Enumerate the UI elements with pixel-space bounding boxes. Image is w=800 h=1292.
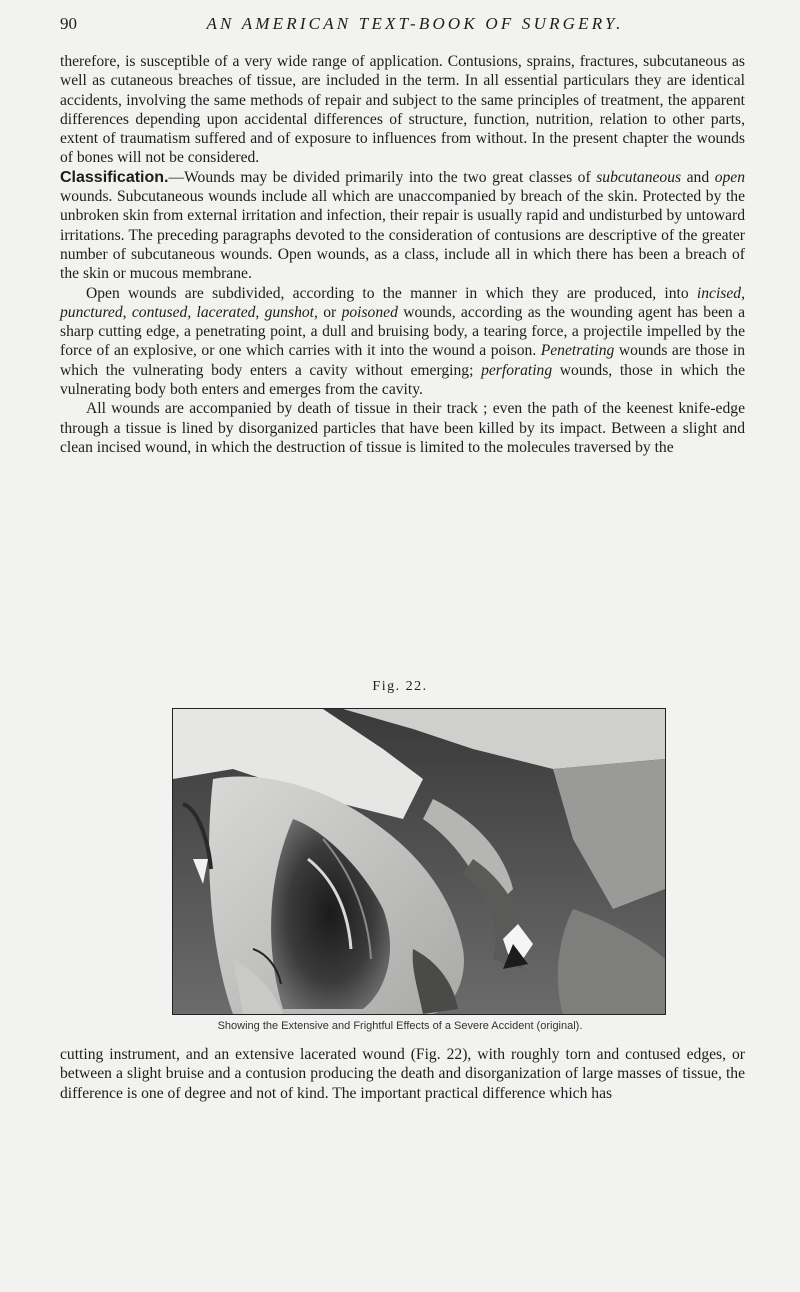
page-number: 90 (60, 14, 77, 33)
paragraph (60, 284, 745, 400)
text-run: therefore, is susceptible of a very wide range of application. Contusions, sprains, fractures, subcutaneous as well as cutaneous breaches of tissue, are included in the term. In all essential particulars they are identical accidents, involving the same methods of repair and subject to the same principles of treatment, the apparent differences depending upon accidental differences of structure, function, nutrition, relation to other parts, extent of traumatism suffered and of exposure to influences from without. In the present chapter the wounds of bones will not be considered. (60, 53, 745, 167)
text-run: or (317, 303, 342, 321)
continuation-text (60, 1045, 745, 1103)
italic-term: poisoned (341, 303, 398, 321)
paragraph (60, 399, 745, 457)
text-run: wounds, those in which the vulnerating body both enters and emerges from the cavity. (60, 361, 745, 399)
text-run: wounds. Subcutaneous wounds include all which are unaccompanied by breach of the skin. Protected by the unbroken skin from external irritation and infection, their repair is usually rapid and undisturbed by untoward irritations. The preceding paragraphs devoted to the consideration of contusions are descriptive of the greater number of subcutaneous wounds. Open wounds, as a class, include all in which there has been a breach of the skin or mucous membrane. (60, 188, 745, 283)
running-title: AN AMERICAN TEXT-BOOK OF SURGERY. (206, 14, 624, 33)
text-run: and (681, 168, 715, 186)
text-run: Open wounds are subdivided, according to the manner in which they are produced, into (86, 284, 697, 302)
text-run: All wounds are accompanied by death of tissue in their track ; even the path of the keenest knife-edge through a tissue is lined by disorganized particles that have been killed by its impact. Between a slight and clean incised wound, in which the destruction of tissue is limited to the molecules traversed by the (60, 400, 745, 456)
text-run: cutting instrument, and an extensive lacerated wound (Fig. 22), with roughly torn and contused edges, or between a slight bruise and a contusion producing the death and disorganization of large masses of tissue, the difference is one of degree and not of kind. The important practical difference which has (60, 1046, 745, 1102)
italic-term: perforating (481, 361, 553, 379)
paragraph (60, 1045, 745, 1103)
figure-label: Fig. 22. (372, 679, 428, 694)
text-run: —Wounds may be divided primarily into the two great classes of (168, 168, 597, 186)
paragraph (60, 52, 745, 168)
text-run: wounds, according as the wounding agent has been a sharp cutting edge, a penetrating point, a dull and bruising body, a tearing force, a projectile impelled by the force of an explosive, or one which carries with it into the wound a poison. (60, 303, 745, 360)
text-run: wounds are those in which the vulnerating body enters a cavity without emerging; (60, 342, 745, 379)
body-text (60, 52, 745, 457)
paragraph (60, 168, 745, 284)
italic-term: incised, punctured, contused, lacerated, gunshot, (60, 284, 745, 321)
italic-term: open (714, 168, 745, 186)
page-header (60, 14, 740, 38)
injured-limb-photo (173, 709, 665, 1014)
figure-photograph (172, 708, 666, 1015)
italic-term: subcutaneous (596, 168, 682, 186)
italic-term: Penetrating (540, 342, 615, 360)
figure-caption: Showing the Extensive and Frightful Effects of a Severe Accident (original). (217, 1020, 583, 1032)
section-heading: Classification. (60, 168, 169, 186)
